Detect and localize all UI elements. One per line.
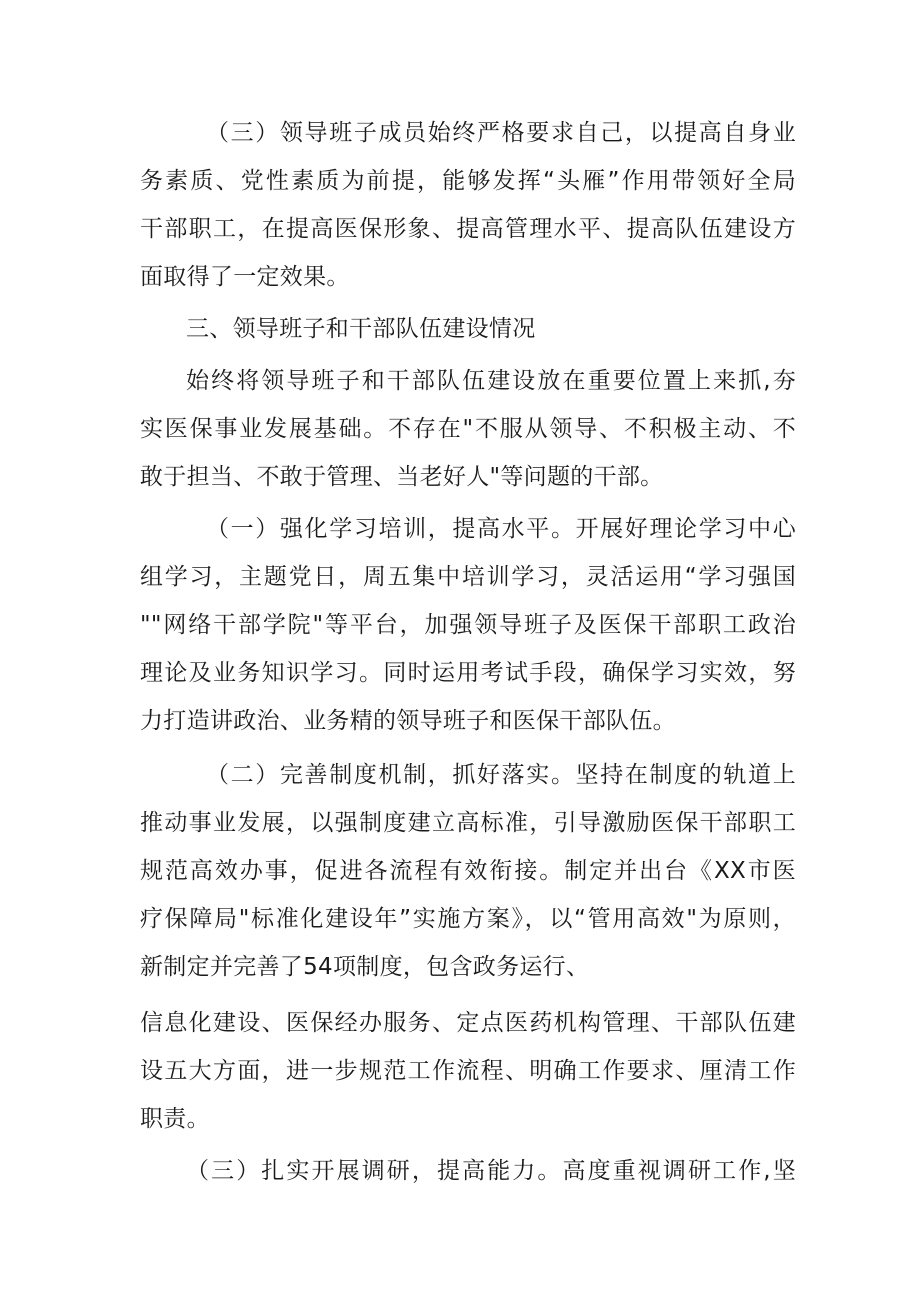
section-heading: 三、领导班子和干部队伍建设情况 [186, 316, 536, 342]
paragraph-line: 推动事业发展，以强制度建立高标准，引导激励医保干部职工 [140, 810, 796, 836]
paragraph-line: 规范高效办事，促进各流程有效衔接。制定并出台《XX市医 [140, 858, 796, 884]
paragraph-line: ""网络干部学院"等平台，加强领导班子及医保干部职工政治 [140, 612, 796, 638]
paragraph-line: 面取得了一定效果。 [140, 264, 350, 290]
paragraph-line: 组学习，主题党日，周五集中培训学习，灵活运用“学习强国 [140, 564, 796, 590]
paragraph-line: 干部职工，在提高医保形象、提高管理水平、提高队伍建设方 [140, 216, 796, 242]
paragraph-line: 疗保障局"标准化建设年”实施方案》，以“管用高效"为原则， [140, 906, 796, 932]
paragraph-line: 信息化建设、医保经办服务、定点医药机构管理、干部队伍建 [140, 1010, 796, 1036]
paragraph-line: （二）完善制度机制，抓好落实。坚持在制度的轨道上 [206, 762, 796, 788]
paragraph-line: （一）强化学习培训，提高水平。开展好理论学习中心 [206, 516, 796, 542]
paragraph-line: 始终将领导班子和干部队伍建设放在重要位置上来抓,夯 [186, 368, 796, 394]
paragraph-line: （三）领导班子成员始终严格要求自己，以提高自身业 [206, 120, 796, 146]
paragraph-line: 务素质、党性素质为前提，能够发挥“头雁”作用带领好全局 [140, 168, 796, 194]
paragraph-line: 理论及业务知识学习。同时运用考试手段，确保学习实效，努 [140, 660, 796, 686]
paragraph-line: 敢于担当、不敢于管理、当老好人"等问题的干部。 [140, 464, 664, 490]
paragraph-line: 设五大方面，进一步规范工作流程、明确工作要求、厘清工作 [140, 1058, 796, 1084]
paragraph-line: 新制定并完善了54项制度，包含政务运行、 [140, 954, 590, 980]
paragraph-line: （三）扎实开展调研，提高能力。高度重视调研工作,坚 [186, 1158, 796, 1184]
paragraph-line: 职责。 [140, 1106, 210, 1132]
paragraph-line: 力打造讲政治、业务精的领导班子和医保干部队伍。 [140, 708, 676, 734]
paragraph-line: 实医保事业发展基础。不存在"不服从领导、不积极主动、不 [140, 416, 796, 442]
